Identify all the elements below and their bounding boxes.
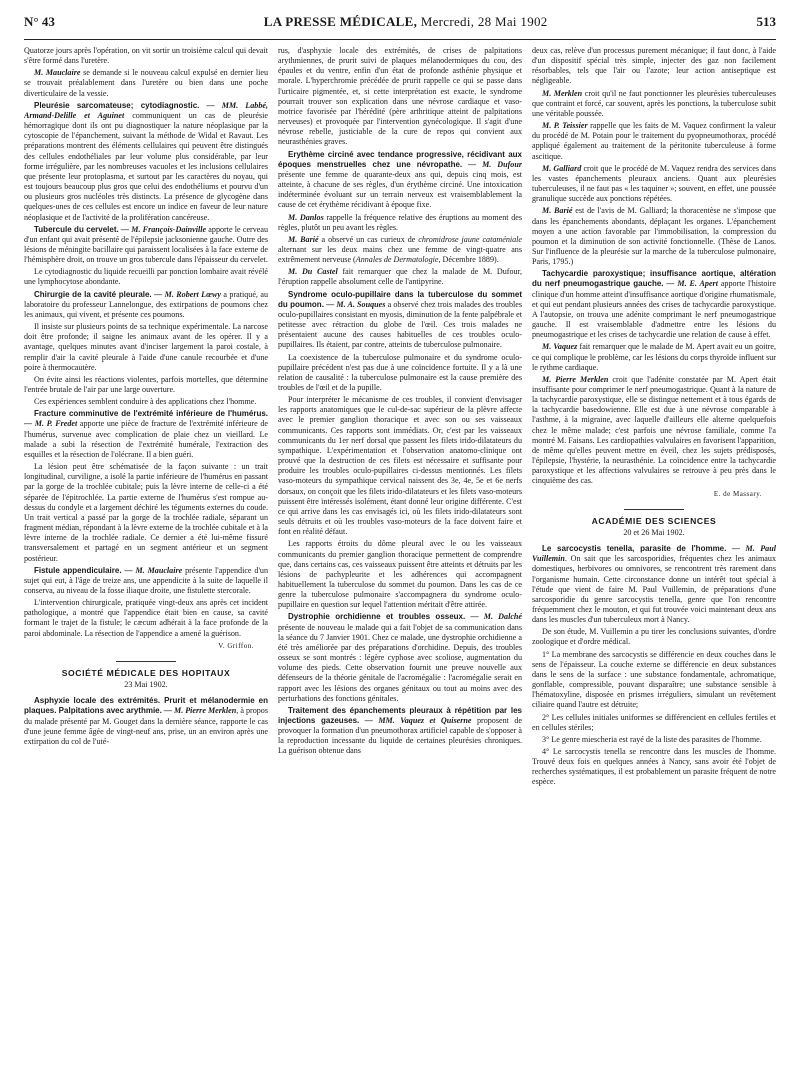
paragraph [532, 164, 776, 205]
paragraph-text: , à propos du malade présenté par M. Gouget dans la dernière séance, rapporte le cas d'une jeune femme âgée de vingt-neuf ans, prise, un an environ après une extirpation du col de l'uté- [24, 706, 268, 746]
paragraph-text: fait remarquer que le malade de M. Apert avait eu un goitre, ce qui complique le problème, car les lésions du corps thyroïde influent sur le rythme cardiaque. [532, 342, 776, 372]
paragraph-text: rappelle la fréquence relative des éruptions au moment des règles, plutôt un peu avant les règles. [278, 212, 522, 232]
column-1 [24, 46, 268, 1071]
paragraph: 4° Le sarcocystis tenella se rencontre dans les muscles de l'homme. Trouvé deux fois en quelques années à Nancy, sans avoir été l'objet de recherches systématiques, il est probablement un parasite fréquent de notre espèce. [532, 747, 776, 787]
speaker-name: M. Vaquez [542, 342, 578, 352]
paragraph [532, 89, 776, 119]
paragraph-text: a observé un cas curieux de [318, 234, 419, 244]
paragraph [532, 121, 776, 162]
section-title: Fistule appendiculaire. [34, 565, 122, 575]
section-title: Dystrophie orchidienne et troubles osseux. [288, 612, 466, 622]
speaker-name: M. Du Castel [288, 267, 338, 277]
section-dystrophie [278, 612, 522, 703]
paragraph: On évite ainsi les réactions violentes, parfois mortelles, que détermine l'entrée brutale de l'air par une large ouverture. [24, 374, 268, 394]
issue-number: N° 43 [24, 14, 55, 29]
paragraph: deux cas, relève d'un processus purement mécanique; il faut donc, à l'aide d'un dispositif spécial très simple, injecter des gaz non facilement résorbables, tels que l'air ou l'azote; leur action antiseptique est négligeable. [532, 46, 776, 86]
section-chirurgie [24, 290, 268, 320]
speaker-name: — M. Pierre Merklen [161, 706, 237, 716]
session-date: 23 Mai 1902. [124, 680, 168, 690]
section-tubercule [24, 225, 268, 266]
signature: E. de Massary. [713, 489, 762, 498]
section-erytheme [278, 150, 522, 211]
paragraph [532, 342, 776, 372]
speaker-name: — MM. Labbé, Armand-Delille et Aguinet [24, 100, 268, 120]
paragraph-text: communiquent un cas de pleurésie hémorragique dont ils ont pu diagnostiquer la nature néoplasique par la cytoscopie de l'épanchement, suivant la méthode de Widal et Ravaut. Les préparations montrent des éléments cellulaires qui peuvent être distingués des cellules endothéliales par leur volume plus considérable, par leur forme irrégulière, par les nombreuses vacuoles et les inclusions cellulaires que présente leur protoplasma, et surtout par les caractères du noyau, qui est toujours beaucoup plus gros que celui des endothéliums et pourvu d'un ou plusieurs gros nucléoles très distincts. La présence de glycogène dans quelques-unes de ces cellules est encore un indice en faveur de leur nature néoplasique et de l'activité de la prolifération cancéreuse. [24, 110, 268, 222]
page-header [24, 14, 776, 40]
section-title: Traitement des épanchements pleuraux à répétition par les injections gazeuses. [278, 705, 522, 725]
paragraph [278, 267, 522, 287]
paragraph: De son étude, M. Vuillemin a pu tirer les conclusions suivantes, d'ordre zoologique et d'ordre médical. [532, 627, 776, 647]
paragraph: La lésion peut être schématisée de la façon suivante : un trait longitudinal, curviligne, a isolé la partie inférieure de l'humérus en passant par la gorge de la trochlée cubitale; puis la lèvre interne de celle-ci a été séparée de l'épitrochlée. La partie externe de l'humérus s'est rompue au-dessus du condyle et a largement déchiré les téguments externes du coude. Un trait vertical a passé par la gorge de la trochlée radiale, séparant un fragment médian, répondant à la lèvre externe de la trochlée cubitale et à la lèvre interne de la trochlée radiale. Ce dernier a été lui-même fissuré transversalement et partagé en un segment antérieur et un segment postérieur. [24, 462, 268, 563]
journal-title [264, 14, 548, 30]
paragraph: 2° Les cellules initiales uniformes se différencient en cellules fertiles et en cellules stériles; [532, 712, 776, 732]
speaker-name: M. Danlos [288, 212, 324, 222]
session-date: 20 et 26 Mai 1902. [623, 527, 685, 537]
page-number: 513 [756, 14, 776, 29]
paragraph: Ces expériences semblent conduire à des applications chez l'homme. [34, 397, 257, 407]
section-title: Le sarcocystis tenella, parasite de l'homme. [542, 544, 727, 554]
speaker-name: — M. P. Fredet [24, 419, 78, 429]
speaker-name: M. Barié [542, 206, 573, 216]
section-fracture [24, 409, 268, 460]
speaker-name: — M. Paul Vuillemin [532, 544, 776, 564]
society-heading: SOCIÉTÉ MÉDICALE DES HOPITAUX [61, 667, 231, 678]
section-title: Chirurgie de la cavité pleurale. [34, 289, 152, 299]
section-pleuresie [24, 101, 268, 223]
paragraph: La coexistence de la tuberculose pulmonaire et du syndrome oculo-pupillaire précédent n'est pas due à une coïncidence fortuite. Il y a là une relation de causalité : la tuberculose pulmonaire est la cause première des troubles de l'œil et de la pupille. [278, 352, 522, 392]
column-3 [532, 46, 776, 1071]
paragraph: Il insiste sur plusieurs points de sa technique expérimentale. La narcose doit être profonde; il saigne les animaux avant de les opérer. Il y a avantage, quelques minutes avant d'inciser largement la paroi costale, à remplir d'air la cavité pleurale à l'aide d'une canule recourbée et d'une poire à thermocautère. [24, 322, 268, 372]
paragraph [532, 206, 776, 267]
speaker-name: — M. E. Apert [663, 279, 718, 289]
section-title: Tubercule du cervelet. [34, 224, 119, 234]
paragraph-text: proposent de provoquer la formation d'un pneumothorax artificiel capable de s'opposer à la reproduction incessante du liquide de certaines pleurésies chroniques. La guérison obtenue dans [278, 716, 522, 756]
paragraph-text: alternant sur les deux mains chez une femme de vingt-quatre ans extrêmement nerveuse ( [278, 244, 522, 265]
paragraph-text: apporte une pièce de fracture de l'extrémité inférieure de l'humérus, survenue avec complication de plaie chez un vieillard. Le malade a subi la résection de l'extrémité humérale, l'extraction des esquilles et la résection de l'olécrane. Il a bien guéri. [24, 419, 268, 459]
paragraph-text: a pratiqué, au laboratoire du professeur Lannelongue, des extirpations de poumons chez les animaux, qui vivent, et présente ces poumons. [24, 289, 268, 319]
paragraph-text: est de l'avis de M. Galliard; la thoracentèse ne s'impose que dans les épanchements abondants, déplaçant les organes. L'épanchement moyen a une action favorable par l'immobilisation, la compression du poumon et la diminution de son activité fonctionnelle. (Thèse de Lanos. Sur l'influence de la pleurésie sur la marche de la tuberculose pulmonaire, Paris, 1795.) [532, 206, 776, 267]
paragraph [278, 213, 522, 233]
paragraph: 3° Le genre miescheria est rayé de la liste des parasites de l'homme. [542, 734, 762, 744]
paragraph-text: . On sait que les sarcosporidies, fréquentes chez les animaux domestiques, herbivores ou omnivores, se rencontrent très rarement dans l'organisme humain. Cette circonstance donne un intérêt tout spécial à l'étude que vient de faire M. Paul Vuillemin, de préparations d'une sarcosporidie du genre sarcocystis tenella, genre que l'on rencontre fréquemment chez le mouton, et qui fut trouvée voici maintenant deux ans dans les muscles d'un tuberculeux mort à Nancy. [532, 554, 776, 625]
speaker-name: M. P. Teissier [542, 121, 588, 131]
speaker-name: — MM. Vaquez et Quiserne [359, 716, 472, 725]
paragraph-text: a observé chez trois malades des troubles oculo-pupillaires consistant en myosis, diminution de la fente palpébrale et petitesse avec rétraction du globe de l'œil. Ces trois malades ne présentaient aucune des causes habituelles de ces troubles oculo-pupillaires. Ils étaient, par contre, atteints de tuberculose pulmonaire. [278, 299, 522, 350]
paragraph-text: , Décembre 1889). [438, 255, 499, 265]
section-epanchements [278, 706, 522, 757]
divider [624, 509, 684, 510]
paragraph: 1° La membrane des sarcocystis se différencie en deux couches dans le sens de l'épaisseur. La couche externe se différencie en deux substances dans le sens de la surface : une substance fondamentale, achromatique, gonflable, compressible, pouvant disparaître; une substance sensible à l'hématoxyline, disposée en prismes irréguliers, simulant un revêtement ciliaire quand l'autre est détruite; [532, 649, 776, 710]
paragraph-text: présente l'appendice d'un sujet qui eut, à l'âge de treize ans, une appendicite à la suite de laquelle il conserva, au niveau de la fosse iliaque droite, une fistulette stercorale. [24, 565, 268, 595]
paragraph-text: se demande si le nouveau calcul expulsé en dernier lieu se trouvait préalablement dans l'uretère ou bien dans une poche diverticulaire de la vessie. [24, 68, 268, 98]
journal-name: LA PRESSE MÉDICALE, [263, 14, 418, 29]
paragraph: Pour interpréter le mécanisme de ces troubles, il convient d'envisager les rapports anatomiques que le cul-de-sac supérieur de la plèvre affecte avec le premier ganglion thoracique et avec son ou ses vaisseaux communicants. Ces rapports sont immédiats. Or, c'est par les vaisseaux communicants du 1er nerf dorsal que passent les filets irido-dilatateurs du sympathique. L'expérimentation et l'observation anatomo-clinique ont prouvé que la destruction de ces filets est nécessaire et suffisante pour produire les troubles oculo-pupillaires ci-dessus mentionnés. Les filets vaso-moteurs du sympathique cervical naissent des 3e, 4e, 5e et 6e nerfs dorsaux, on conçoit que les filets irido-dilatateurs et les filets vaso-moteurs puissent être intéressés isolément, étant donné leur origine différente. C'est ce qui arrive dans les cas envisagés ici, où les filets irido-dilatateurs sont seuls détruits et où les troubles vaso-moteurs de la face doivent faire et font en réalité défaut. [278, 395, 522, 537]
speaker-name: — M. Dalché [465, 612, 522, 622]
paragraph: Quatorze jours après l'opération, on vit sortir un troisième calcul qui devait s'être formé dans l'uretère. [24, 46, 268, 66]
section-fistule [24, 566, 268, 596]
speaker-name: M. Pierre Merklen [542, 374, 609, 384]
paragraph-text: fait remarquer que chez la malade de M. Dufour, l'éruption rappelle absolument celle de l'antipyrine. [278, 267, 522, 287]
paragraph-text: croit que l'adénite constatée par M. Apert était insuffisante pour comprimer le nerf pneumogastrique. Quant à la nature de la tachycardie paroxystique, elle se distingue nettement et à tous égards de la tachycardie basedowienne. Elle est due à une névrose comparable à l'asthme, à la migraine, avec laquelle d'ailleurs elle alterne quelquefois chez le même malade; c'est parfois une névrose familiale, comme l'a montré M. Faisans. Les cardiopathies valvulaires en favorisent l'apparition, de même qu'elles peuvent mettre en éveil, chez les sujets prédisposés, l'épilepsie, l'hystérie, la neurasthénie. La coïncidence entre la tachycardie paroxystique et les affections valvulaires se retrouve à peu près dans le cinquième des cas. [532, 374, 776, 486]
speaker-name: M. Merklen [542, 88, 583, 98]
speaker-name: M. Mauclaire [34, 68, 81, 78]
section-title: Pleurésie sarcomateuse; cytodiagnostic. [34, 100, 200, 110]
paragraph [278, 235, 522, 265]
section-title: Asphyxie locale des extrémités. Prurit et mélanodermie en plaques. Palpitations avec arythmie. [24, 696, 268, 716]
speaker-name: M. Galliard [542, 163, 582, 173]
paragraph: rus, d'asphyxie locale des extrémités, de crises de palpitations arythmiennes, de prurit suivi de plaques mélanodermiques du cou, des épaules et du ventre, enfin d'un état de profonde asthénie physique et morale. L'hyperchromie précédée de prurit rappelle ce qui se passe dans l'urticaire pigmentée, et, si cette interprétation est exacte, le syndrome pourrait trouver son explication dans une névrose cardiaque et vaso-motrice favorisée par l'hérédité (père arthritique atteint de palpitations nerveuses) et provoquée par l'intervention gynécologique. Il s'agit d'une névrose rebelle, justiciable de la cure de repos qui convient aux neurasthénies graves. [278, 46, 522, 147]
paragraph: Le cytodiagnostic du liquide recueilli par ponction lombaire avait révélé une lymphocytose abondante. [24, 267, 268, 287]
speaker-name: — M. François-Dainville [118, 224, 207, 234]
section-title: Fracture comminutive de l'extrémité inférieure de l'humérus. [34, 409, 268, 419]
section-title: Erythème circiné avec tendance progressive, récidivant aux époques menstruelles chez une névropathe. [278, 149, 522, 169]
section-asphyxie [24, 696, 268, 747]
paragraph-text: rappelle que les faits de M. Vaquez confirment la valeur du procédé de M. Potain pour le traitement du pyopneumothorax, procédé appliqué également au traitement de la péritonite tuberculeuse à forme ascitique. [532, 121, 776, 161]
divider [116, 661, 176, 662]
speaker-name: — M. Mauclaire [121, 565, 183, 575]
signature: V. Griffon. [218, 641, 254, 650]
newspaper-page [24, 14, 776, 1074]
speaker-name: M. Barié [288, 234, 319, 244]
speaker-name: — M. Dufour [462, 159, 522, 169]
section-sarcocystis [532, 544, 776, 625]
issue-date: Mercredi, 28 Mai 1902 [420, 14, 548, 29]
paragraph [532, 375, 776, 487]
section-title: Syndrome oculo-pupillaire dans la tuberculose du sommet du poumon. [278, 289, 522, 309]
citation-title: Annales de Dermatologie [355, 255, 439, 265]
speaker-name: — M. A. Souques [323, 299, 386, 309]
paragraph: Les rapports étroits du dôme pleural avec le ou les vaisseaux communicants du premier ganglion thoracique permettent de comprendre que, dans certains cas, ces vaisseaux puissent être atteints et détruits par les lésions de pachypleurite et les adhérences qui accompagnent habituellement la tuberculose du sommet du poumon. Dans les cas de ce genre la tuberculose pulmonaire s'accompagnera du syndrome oculo-pupillaire en question sur lequel l'attention méritait d'être attirée. [278, 539, 522, 610]
column-2 [278, 46, 522, 1071]
paragraph-text: apporte l'histoire clinique d'un homme atteint d'insuffisance aortique d'origine rhumatismale, et qui eut pendant plusieurs années des crises de tachycardie paroxystique. A l'autopsie, on trouva une adénite comprimant le nerf pneumogastrique gauche. Il est vraisemblable d'admettre entre les lésions du pneumogastrique et les crises de tachycardie une relation de cause à effet. [532, 279, 776, 340]
paragraph-text: croit que le procédé de M. Vaquez rendra des services dans les vastes épanchements pleuraux anciens. Quant aux pleurésies tuberculeuses, il ne faut pas « les taquiner »; souvent, en effet, une poussée granulique succède aux ponctions répétées. [532, 163, 776, 204]
paragraph [24, 68, 268, 98]
section-title: Tachycardie paroxystique; insuffisance aortique, altération du nerf pneumogastrique gauche. [532, 269, 776, 289]
speaker-name: — M. Robert Lœwy [151, 289, 221, 299]
paragraph: L'intervention chirurgicale, pratiquée vingt-deux ans après cet incident pathologique, a montré que l'appendice était bien en cause, sa cavité formant le trajet de la fistule; le cæcum adhérait à la face profonde de la paroi abdominale. La résection de l'appendice a amené la guérison. [24, 598, 268, 638]
italic-term: chromidrose jaune cataméniale [418, 234, 522, 244]
paragraph-text: présente de nouveau le malade qui a fait l'objet de sa communication dans la séance du 7 Janvier 1901. Chez ce malade, une dystrophie orchidienne a été très améliorée par des préparations d'orchidine. Depuis, des troubles osseux se sont montrés : légère cyphose avec scoliose, augmentation du volume des pieds. Cette observation fournit une preuve nouvelle aux défenseurs de la théorie génitale de l'acromégalie : l'acromégalie serait en rapport avec les lésions des organes génitaux ou tout au moins avec des perturbations des fonctions génitales. [278, 622, 522, 703]
paragraph-text: présente une femme de quarante-deux ans qui, depuis cinq mois, est atteinte, à chacune de ses règles, d'un érythème circiné. Une intoxication indéterminée évoluant sur un terrain nerveux est vraisemblablement la cause de cet érythème récidivant à époque fixe. [278, 169, 522, 210]
section-syndrome-oculo-pupillaire [278, 290, 522, 351]
paragraph-text: apporte le cerveau d'un enfant qui avait présenté de l'épilepsie jacksonienne gauche. Outre des lésions de méningite bacillaire qui paraissent localisées à la face externe de l'hémisphère droit, on trouve un gros tubercule dans l'épaisseur du cervelet. [24, 224, 268, 265]
article-columns [24, 46, 776, 1071]
paragraph-text: croit qu'il ne faut ponctionner les pleurésies tuberculeuses que contraint et forcé, car souvent, après les ponctions, la tuberculose subit une véritable poussée. [532, 88, 776, 118]
society-heading: ACADÉMIE DES SCIENCES [591, 515, 717, 526]
section-tachycardie [532, 269, 776, 340]
